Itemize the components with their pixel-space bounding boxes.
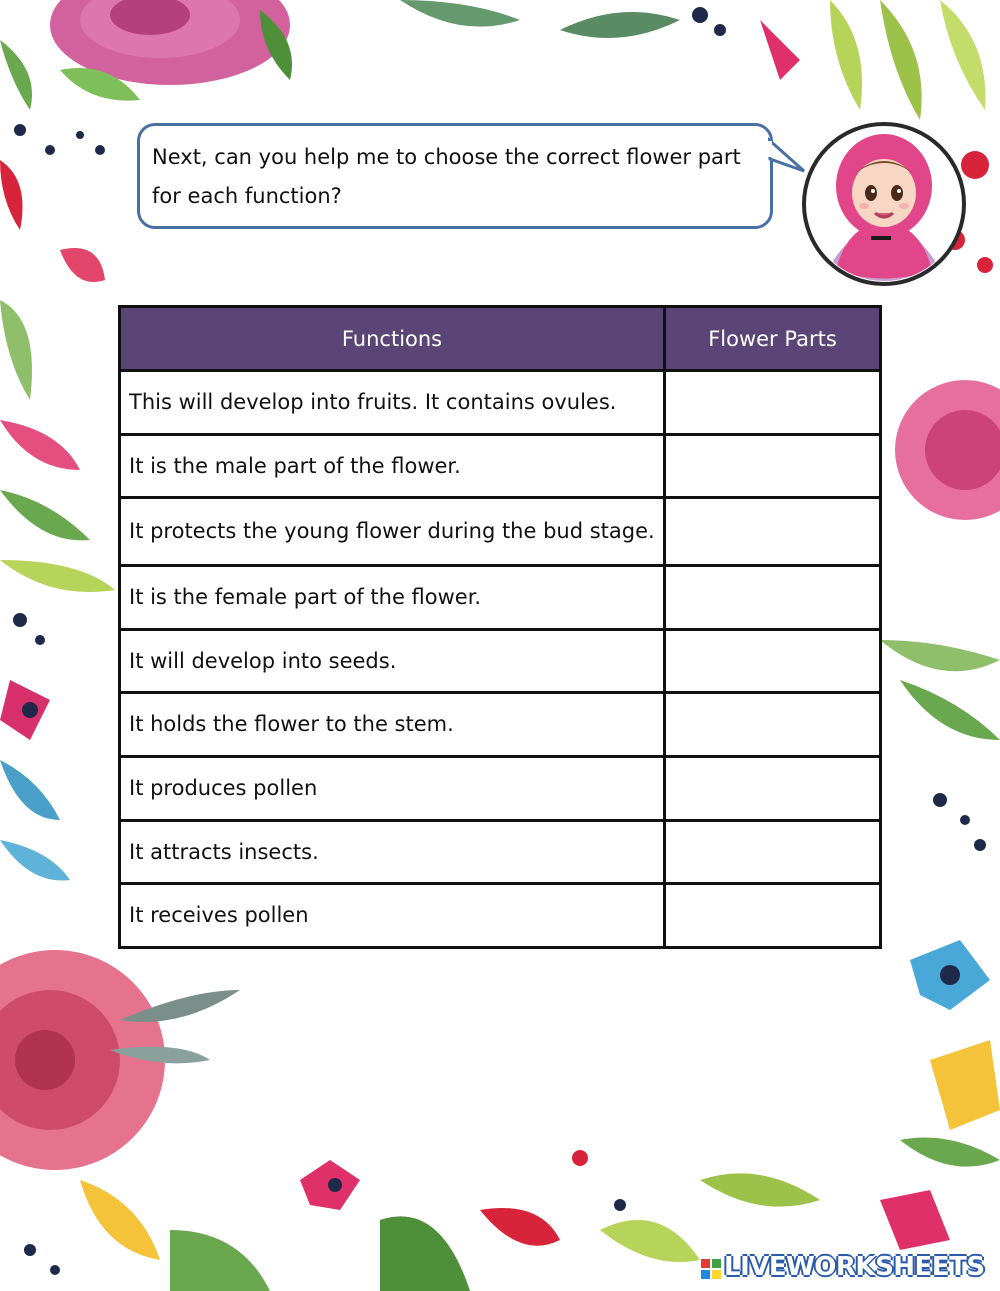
table-row <box>120 757 881 821</box>
function-cell: It protects the young flower during the bud stage. <box>120 498 665 566</box>
header-flower-parts: Flower Parts <box>665 307 881 371</box>
teacher-avatar-icon <box>801 121 967 287</box>
leaves-left-icon <box>0 160 115 881</box>
table-row <box>120 821 881 884</box>
function-cell: This will develop into fruits. It contains ovules. <box>120 371 665 435</box>
flowers-bottom-right-icon <box>880 940 1000 1250</box>
rose-right-icon <box>880 380 1000 851</box>
function-cell: It is the male part of the flower. <box>120 435 665 498</box>
function-cell: It attracts insects. <box>120 821 665 884</box>
table-row <box>120 566 881 630</box>
answer-cell[interactable] <box>665 498 881 566</box>
table-row <box>120 498 881 566</box>
table-row <box>120 884 881 948</box>
table-header-row <box>120 307 881 371</box>
function-cell: It receives pollen <box>120 884 665 948</box>
answer-cell[interactable] <box>665 693 881 757</box>
table-row <box>120 693 881 757</box>
header-functions: Functions <box>120 307 665 371</box>
functions-table <box>118 305 882 949</box>
speech-bubble-line-2: for each function? <box>152 184 342 208</box>
answer-cell[interactable] <box>665 630 881 693</box>
function-cell: It is the female part of the flower. <box>120 566 665 630</box>
table-row <box>120 371 881 435</box>
speech-bubble <box>137 123 773 229</box>
function-cell: It will develop into seeds. <box>120 630 665 693</box>
function-cell: It holds the flower to the stem. <box>120 693 665 757</box>
speech-bubble-line-1: Next, can you help me to choose the correct flower part <box>152 145 741 169</box>
table-row <box>120 630 881 693</box>
answer-cell[interactable] <box>665 821 881 884</box>
leaves-top-icon <box>400 0 985 120</box>
answer-cell[interactable] <box>665 371 881 435</box>
answer-cell[interactable] <box>665 566 881 630</box>
liveworksheets-logo[interactable]: LIVEWORKSHEETS <box>724 1252 985 1282</box>
table-row <box>120 435 881 498</box>
answer-cell[interactable] <box>665 884 881 948</box>
answer-cell[interactable] <box>665 435 881 498</box>
liveworksheets-cubes-icon <box>700 1258 722 1286</box>
function-cell: It produces pollen <box>120 757 665 821</box>
rose-bottom-left-icon <box>0 950 240 1170</box>
answer-cell[interactable] <box>665 757 881 821</box>
